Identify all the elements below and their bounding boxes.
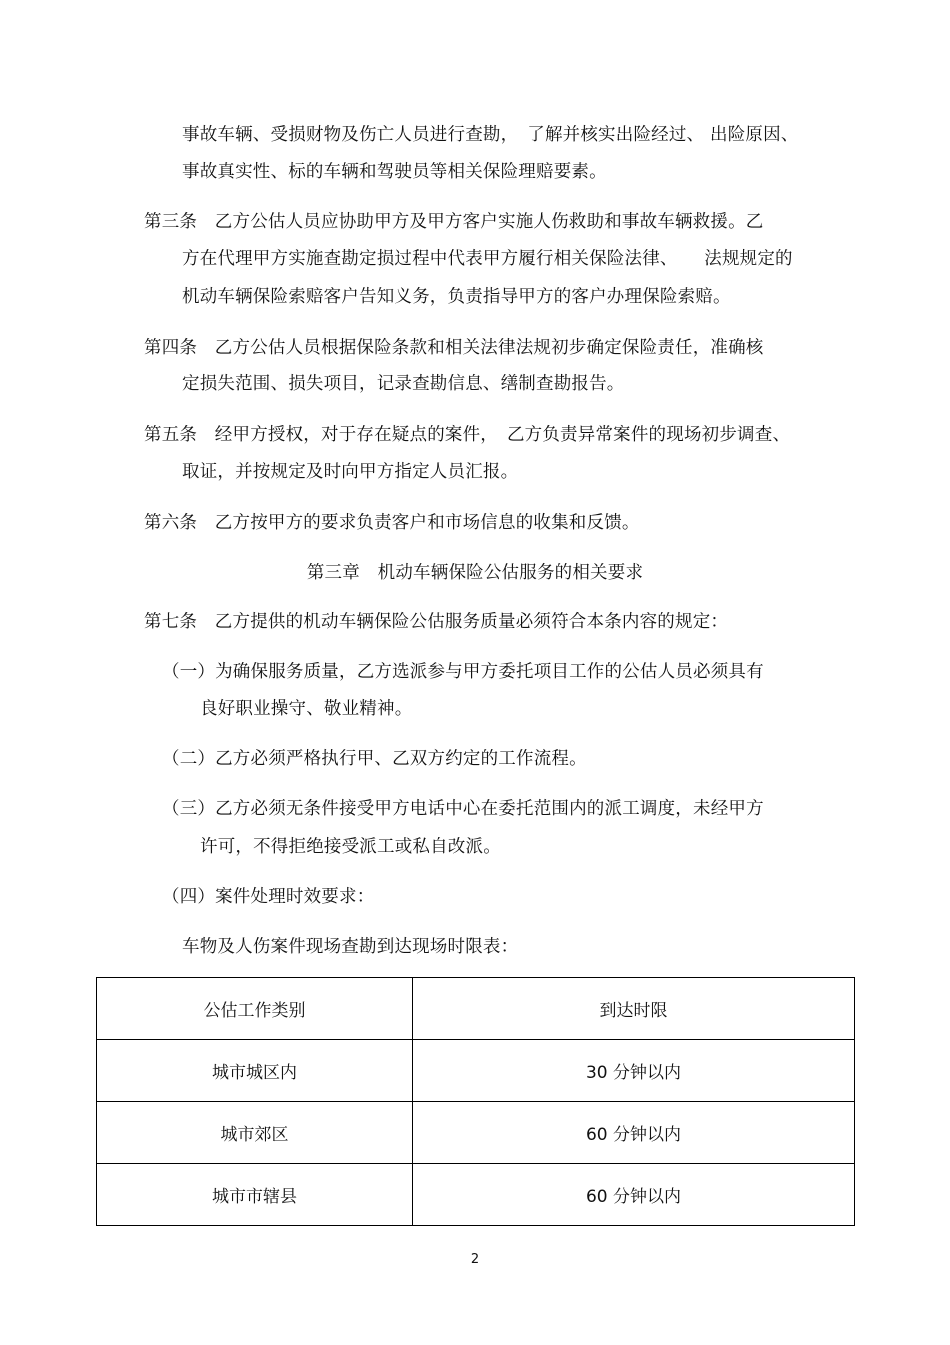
table-row [97, 1164, 855, 1226]
table-cell: 城市郊区 [97, 1102, 413, 1164]
paragraph-line: 事故真实性、标的车辆和驾驶员等相关保险理赔要素。 [182, 162, 607, 182]
paragraph-line: 良好职业操守、敬业精神。 [200, 699, 413, 719]
article-7-line: 第七条 乙方提供的机动车辆保险公估服务质量必须符合本条内容的规定： [144, 612, 729, 632]
chapter-heading: 第三章 机动车辆保险公估服务的相关要求 [306, 563, 644, 583]
paragraph-line: 定损失范围、损失项目，记录查勘信息、缮制查勘报告。 [182, 374, 625, 394]
table-caption: 车物及人伤案件现场查勘到达现场时限表： [182, 937, 519, 957]
table-cell: 城市城区内 [97, 1040, 413, 1102]
paragraph-line: 许可，不得拒绝接受派工或私自改派。 [200, 837, 501, 857]
column-header: 公估工作类别 [97, 978, 413, 1040]
article-5-line: 第五条 经甲方授权，对于存在疑点的案件， 乙方负责异常案件的现场初步调查、 [144, 425, 791, 445]
article-6-line: 第六条 乙方按甲方的要求负责客户和市场信息的收集和反馈。 [144, 513, 640, 533]
table-cell: 60 分钟以内 [413, 1102, 855, 1164]
arrival-time-table [96, 977, 855, 1226]
table-cell: 城市市辖县 [97, 1164, 413, 1226]
table-header-row [97, 978, 855, 1040]
paragraph-line: 取证，并按规定及时向甲方指定人员汇报。 [182, 462, 519, 482]
paragraph-line: 机动车辆保险索赔客户告知义务，负责指导甲方的客户办理保险索赔。 [182, 287, 731, 307]
column-header: 到达时限 [413, 978, 855, 1040]
paragraph-line: 方在代理甲方实施查勘定损过程中代表甲方履行相关保险法律、 法规规定的 [182, 249, 793, 269]
clause-2-line: （二）乙方必须严格执行甲、乙双方约定的工作流程。 [162, 749, 587, 769]
table-cell: 60 分钟以内 [413, 1164, 855, 1226]
article-3-line: 第三条 乙方公估人员应协助甲方及甲方客户实施人伤救助和事故车辆救援。乙 [144, 212, 764, 232]
table-row [97, 1102, 855, 1164]
clause-3-line: （三）乙方必须无条件接受甲方电话中心在委托范围内的派工调度，未经甲方 [162, 799, 764, 819]
paragraph-line: 事故车辆、受损财物及伤亡人员进行查勘， 了解并核实出险经过、 出险原因、 [182, 125, 799, 145]
table-row [97, 1040, 855, 1102]
clause-1-line: （一）为确保服务质量，乙方选派参与甲方委托项目工作的公估人员必须具有 [162, 662, 764, 682]
article-4-line: 第四条 乙方公估人员根据保险条款和相关法律法规初步确定保险责任，准确核 [144, 338, 764, 358]
table-cell: 30 分钟以内 [413, 1040, 855, 1102]
clause-4-line: （四）案件处理时效要求： [162, 887, 375, 907]
page-number: 2 [470, 1252, 480, 1267]
